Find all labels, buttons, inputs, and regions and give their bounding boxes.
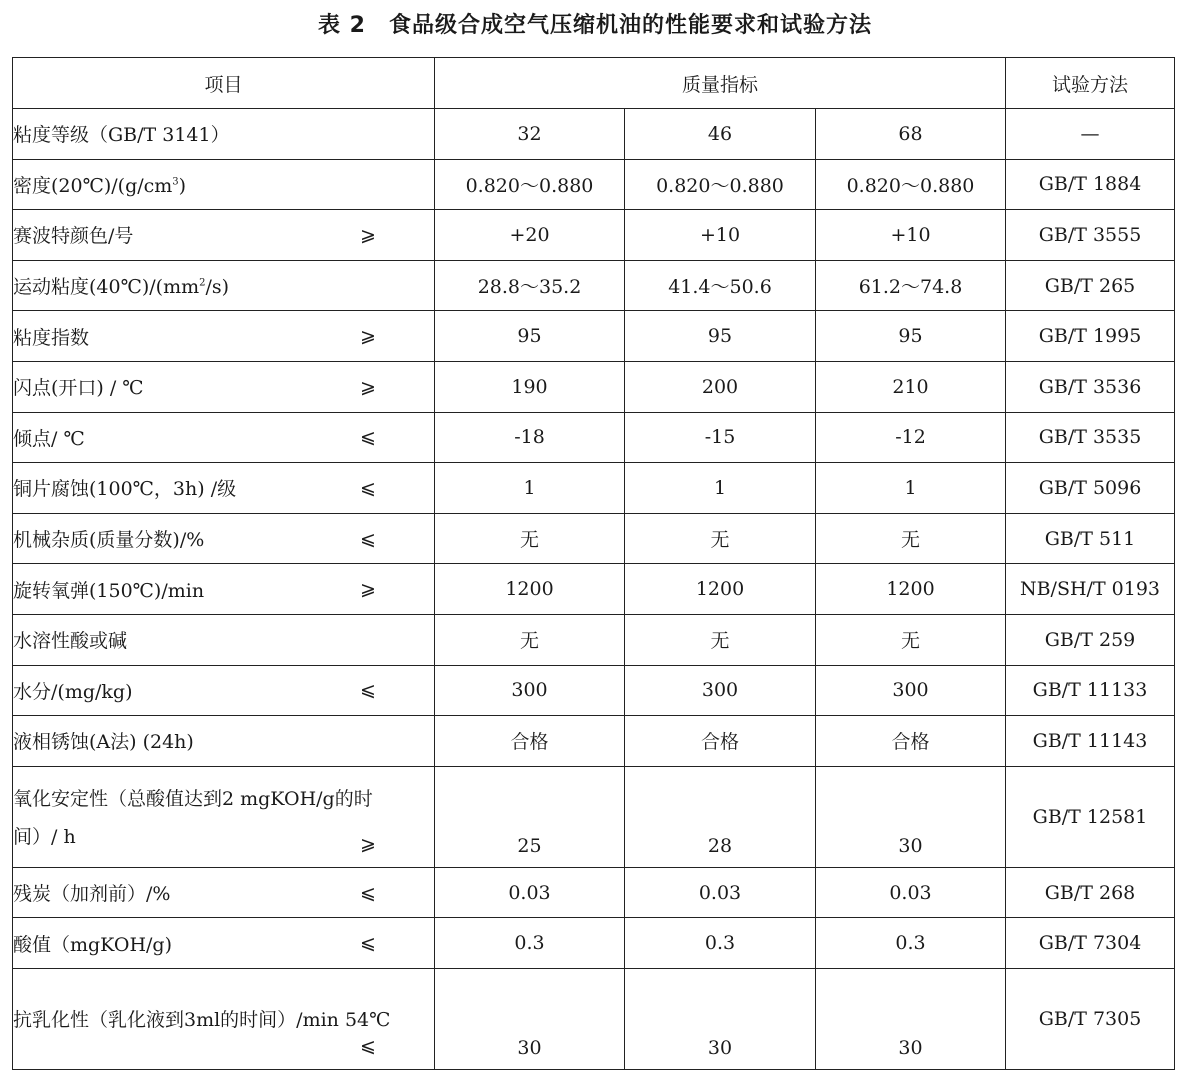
- limit-symbol: ⩾: [360, 223, 376, 246]
- value-cell-grade-3: 95: [816, 311, 1006, 362]
- table-row: [13, 109, 1175, 160]
- method-cell: GB/T 265: [1006, 260, 1175, 311]
- header-row: [13, 58, 1175, 109]
- item-text: 水分/(mg/kg): [13, 680, 133, 703]
- spec-table: [12, 57, 1175, 1070]
- method-cell: GB/T 1884: [1006, 159, 1175, 210]
- header-item: 项目: [13, 58, 435, 109]
- value-cell-grade-2: 30: [625, 968, 816, 1069]
- value-cell-grade-2: 300: [625, 665, 816, 716]
- item-label: [13, 272, 434, 299]
- method-cell: NB/SH/T 0193: [1006, 564, 1175, 615]
- value-cell-grade-2: -15: [625, 412, 816, 463]
- method-cell: GB/T 1995: [1006, 311, 1175, 362]
- table-row: [13, 260, 1175, 311]
- value-cell-grade-1: 0.3: [435, 918, 625, 969]
- method-cell: GB/T 511: [1006, 513, 1175, 564]
- item-cell: [13, 109, 435, 160]
- method-cell: GB/T 11133: [1006, 665, 1175, 716]
- item-cell: [13, 665, 435, 716]
- table-row: [13, 412, 1175, 463]
- value-cell-grade-2: 28: [625, 766, 816, 867]
- value-cell-grade-2: 200: [625, 361, 816, 412]
- limit-symbol: ⩽: [360, 426, 376, 449]
- item-label: [13, 727, 434, 754]
- item-cell: [13, 311, 435, 362]
- value-cell-grade-2: 无: [625, 614, 816, 665]
- limit-symbol: ⩽: [360, 679, 376, 702]
- item-cell: [13, 463, 435, 514]
- item-text: 残炭（加剂前）/%: [13, 883, 171, 906]
- item-cell: [13, 412, 435, 463]
- item-label: [13, 171, 434, 198]
- method-cell: GB/T 259: [1006, 614, 1175, 665]
- value-cell-grade-3: 61.2～74.8: [816, 260, 1006, 311]
- value-cell-grade-2: 0.820～0.880: [625, 159, 816, 210]
- value-cell-grade-2: 1: [625, 463, 816, 514]
- item-text: 液相锈蚀(A法) (24h): [13, 731, 194, 754]
- header-quality: 质量指标: [435, 58, 1006, 109]
- value-cell-grade-1: +20: [435, 210, 625, 261]
- value-cell-grade-1: 1200: [435, 564, 625, 615]
- value-cell-grade-3: 30: [816, 968, 1006, 1069]
- value-cell-grade-2: 1200: [625, 564, 816, 615]
- value-cell-grade-1: 95: [435, 311, 625, 362]
- table-row: [13, 463, 1175, 514]
- item-text: 水溶性酸或碱: [13, 630, 128, 653]
- item-text: 粘度等级（GB/T 3141）: [13, 124, 230, 147]
- table-row: [13, 614, 1175, 665]
- value-cell-grade-3: 1: [816, 463, 1006, 514]
- table-row: [13, 716, 1175, 767]
- item-cell: [13, 614, 435, 665]
- item-text: 倾点/ ℃: [13, 427, 85, 450]
- value-cell-grade-3: 68: [816, 109, 1006, 160]
- limit-symbol: ⩾: [360, 325, 376, 348]
- table-row: [13, 918, 1175, 969]
- value-cell-grade-2: 无: [625, 513, 816, 564]
- table-row: [13, 564, 1175, 615]
- method-cell: GB/T 3535: [1006, 412, 1175, 463]
- value-cell-grade-1: 合格: [435, 716, 625, 767]
- method-cell: GB/T 268: [1006, 867, 1175, 918]
- table-row: [13, 665, 1175, 716]
- item-cell: [13, 918, 435, 969]
- value-cell-grade-3: 210: [816, 361, 1006, 412]
- method-cell: GB/T 7305: [1006, 968, 1175, 1069]
- value-cell-grade-1: 0.820～0.880: [435, 159, 625, 210]
- limit-symbol: ⩾: [360, 832, 376, 855]
- item-cell: [13, 867, 435, 918]
- item-cell: [13, 159, 435, 210]
- method-cell: GB/T 5096: [1006, 463, 1175, 514]
- value-cell-grade-1: 28.8～35.2: [435, 260, 625, 311]
- value-cell-grade-3: 无: [816, 513, 1006, 564]
- value-cell-grade-3: 0.820～0.880: [816, 159, 1006, 210]
- value-cell-grade-1: 300: [435, 665, 625, 716]
- item-cell: [13, 716, 435, 767]
- item-label: [13, 120, 434, 147]
- item-text: 铜片腐蚀(100℃，3h) /级: [13, 478, 237, 501]
- limit-symbol: ⩾: [360, 578, 376, 601]
- item-text: 酸值（mgKOH/g): [13, 933, 172, 956]
- value-cell-grade-2: 0.03: [625, 867, 816, 918]
- value-cell-grade-2: +10: [625, 210, 816, 261]
- value-cell-grade-1: 1: [435, 463, 625, 514]
- item-cell: [13, 210, 435, 261]
- item-cell: [13, 564, 435, 615]
- item-text-tail: ): [178, 174, 187, 197]
- value-cell-grade-1: 25: [435, 766, 625, 867]
- item-text: 密度(20℃)/(g/cm: [13, 174, 173, 197]
- value-cell-grade-3: 合格: [816, 716, 1006, 767]
- item-label: [13, 626, 434, 653]
- value-cell-grade-3: 30: [816, 766, 1006, 867]
- limit-symbol: ⩽: [360, 932, 376, 955]
- item-text: 氧化安定性（总酸值达到2 mgKOH/g的时间）/ h: [13, 787, 373, 848]
- item-cell: [13, 361, 435, 412]
- header-method: 试验方法: [1006, 58, 1175, 109]
- item-cell: [13, 766, 435, 867]
- table-row: [13, 766, 1175, 867]
- value-cell-grade-3: 1200: [816, 564, 1006, 615]
- value-cell-grade-1: 32: [435, 109, 625, 160]
- item-label: [13, 778, 413, 856]
- method-cell: GB/T 7304: [1006, 918, 1175, 969]
- value-cell-grade-3: -12: [816, 412, 1006, 463]
- value-cell-grade-1: 无: [435, 513, 625, 564]
- value-cell-grade-2: 95: [625, 311, 816, 362]
- limit-symbol: ⩽: [360, 476, 376, 499]
- unit-superscript: 3: [172, 176, 179, 188]
- limit-symbol: ⩾: [360, 375, 376, 398]
- limit-symbol: ⩽: [360, 881, 376, 904]
- item-text: 粘度指数: [13, 326, 90, 349]
- value-cell-grade-2: 41.4～50.6: [625, 260, 816, 311]
- table-row: [13, 210, 1175, 261]
- value-cell-grade-1: -18: [435, 412, 625, 463]
- limit-symbol: ⩽: [360, 1034, 376, 1057]
- item-text: 机械杂质(质量分数)/%: [13, 529, 205, 552]
- value-cell-grade-2: 46: [625, 109, 816, 160]
- item-cell: [13, 513, 435, 564]
- item-text: 赛波特颜色/号: [13, 225, 134, 248]
- item-cell: [13, 260, 435, 311]
- value-cell-grade-2: 0.3: [625, 918, 816, 969]
- item-text: 运动粘度(40℃)/(mm: [13, 276, 200, 299]
- value-cell-grade-1: 0.03: [435, 867, 625, 918]
- value-cell-grade-3: 300: [816, 665, 1006, 716]
- value-cell-grade-3: 0.03: [816, 867, 1006, 918]
- limit-symbol: ⩽: [360, 527, 376, 550]
- item-text: 旋转氧弹(150℃)/min: [13, 579, 205, 602]
- item-label: [13, 999, 413, 1039]
- value-cell-grade-1: 190: [435, 361, 625, 412]
- value-cell-grade-3: +10: [816, 210, 1006, 261]
- table-row: [13, 361, 1175, 412]
- unit-superscript: 2: [199, 277, 206, 289]
- method-cell: GB/T 3555: [1006, 210, 1175, 261]
- value-cell-grade-1: 30: [435, 968, 625, 1069]
- value-cell-grade-3: 0.3: [816, 918, 1006, 969]
- item-text: 闪点(开口) / ℃: [13, 377, 144, 400]
- table-row: [13, 513, 1175, 564]
- value-cell-grade-3: 无: [816, 614, 1006, 665]
- value-cell-grade-1: 无: [435, 614, 625, 665]
- item-text: 抗乳化性（乳化液到3ml的时间）/min 54℃: [13, 1008, 391, 1031]
- table-row: [13, 311, 1175, 362]
- method-cell: GB/T 3536: [1006, 361, 1175, 412]
- item-cell: [13, 968, 435, 1069]
- method-cell: GB/T 12581: [1006, 766, 1175, 867]
- table-title: 表 2 食品级合成空气压缩机油的性能要求和试验方法: [318, 13, 872, 38]
- method-cell: GB/T 11143: [1006, 716, 1175, 767]
- method-cell: —: [1006, 109, 1175, 160]
- table-row: [13, 159, 1175, 210]
- table-row: [13, 867, 1175, 918]
- table-row: [13, 968, 1175, 1069]
- value-cell-grade-2: 合格: [625, 716, 816, 767]
- item-text-tail: /s): [205, 276, 230, 299]
